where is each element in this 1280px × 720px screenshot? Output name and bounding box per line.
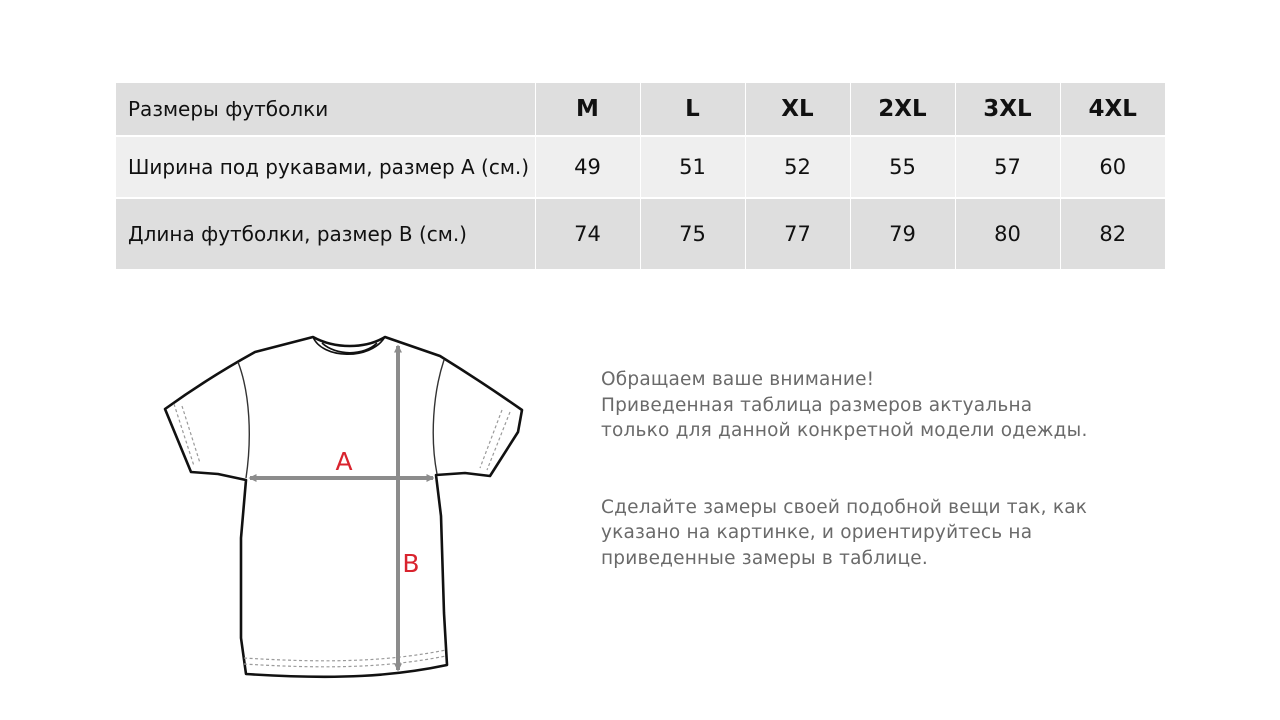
notes-line: Приведенная таблица размеров актуальна <box>601 394 1033 416</box>
tshirt-outline <box>165 337 522 677</box>
table-cell: 49 <box>535 136 640 198</box>
table-cell: 77 <box>745 198 850 269</box>
notes-spacer <box>601 444 1241 495</box>
size-table <box>116 83 1165 269</box>
notes-block <box>601 367 1241 571</box>
table-cell: 60 <box>1060 136 1165 198</box>
table-cell: 57 <box>955 136 1060 198</box>
table-header-row <box>116 83 1165 136</box>
table-cell: 74 <box>535 198 640 269</box>
table-cell: 51 <box>640 136 745 198</box>
table-row-length <box>116 198 1165 269</box>
row-width-label: Ширина под рукавами, размер А (см.) <box>116 136 535 198</box>
size-header-xl: XL <box>745 83 850 136</box>
size-header-m: M <box>535 83 640 136</box>
row-length-label: Длина футболки, размер В (см.) <box>116 198 535 269</box>
table-cell: 75 <box>640 198 745 269</box>
size-header-l: L <box>640 83 745 136</box>
notes-line: Сделайте замеры своей подобной вещи так, как <box>601 496 1088 518</box>
size-header-4xl: 4XL <box>1060 83 1165 136</box>
measure-label-a: A <box>335 447 353 476</box>
measure-label-b: B <box>402 549 420 578</box>
notes-line: приведенные замеры в таблице. <box>601 547 928 569</box>
notes-line: указано на картинке, и ориентируйтесь на <box>601 522 1033 543</box>
table-cell: 80 <box>955 198 1060 269</box>
table-cell: 55 <box>850 136 955 198</box>
table-header-label: Размеры футболки <box>116 83 535 136</box>
table-row-width <box>116 136 1165 198</box>
table-cell: 82 <box>1060 198 1165 269</box>
size-header-2xl: 2XL <box>850 83 955 136</box>
tshirt-diagram <box>150 328 550 688</box>
size-header-3xl: 3XL <box>955 83 1060 136</box>
table-cell: 52 <box>745 136 850 198</box>
notes-line: Обращаем ваше внимание! <box>601 369 875 390</box>
table-cell: 79 <box>850 198 955 269</box>
notes-line: только для данной конкретной модели одежды. <box>601 420 1088 441</box>
